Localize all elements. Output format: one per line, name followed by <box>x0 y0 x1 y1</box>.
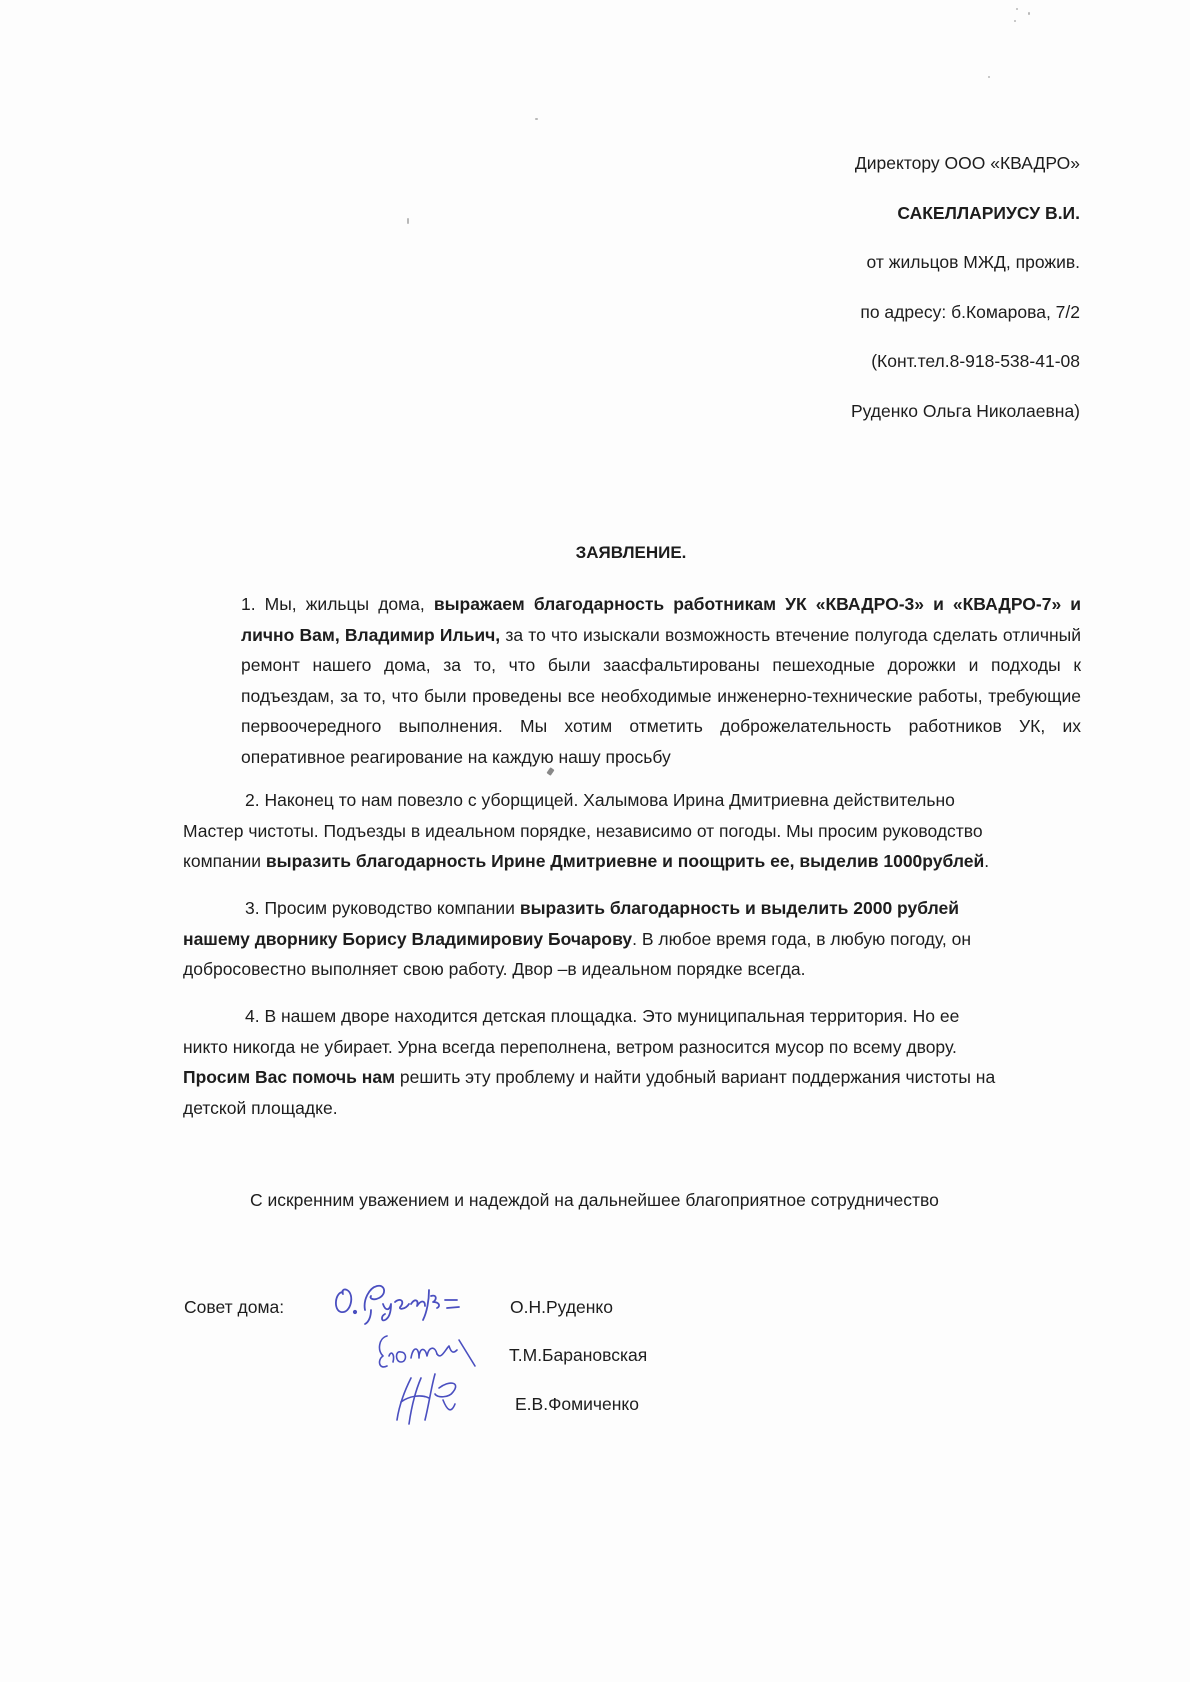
paragraph-1 <box>183 589 1081 772</box>
paragraph-4-line-3-bold: Просим Вас помочь нам <box>183 1067 396 1087</box>
paragraph-3-line-3: добросовестно выполняет свою работу. Двор –в идеальном порядке всегда. <box>183 959 806 979</box>
paragraph-4 <box>183 1001 1083 1123</box>
paragraph-1-bold: выражаем благодарность работникам УК «КВАДРО-3» и «КВАДРО-7» и лично Вам, Владимир Ильич, <box>241 594 1081 645</box>
contact-phone: (Конт.тел.8-918-538-41-08 <box>871 351 1080 371</box>
scan-speck <box>988 76 990 78</box>
paragraph-3-line-1-bold: выразить благодарность и выделить 2000 рублей <box>519 898 960 918</box>
addressee-position: Директору ООО «КВАДРО» <box>854 153 1080 173</box>
paragraph-4-line-1: 4. В нашем дворе находится детская площадка. Это муниципальная территория. Но ее <box>245 1006 960 1026</box>
signature-1 <box>336 1286 459 1324</box>
scan-speck <box>535 118 538 120</box>
signature-3 <box>397 1374 456 1424</box>
paragraph-4-line-2: никто никогда не убирает. Урна всегда переполнена, ветром разносится мусор по всему двору. <box>183 1036 957 1057</box>
paragraph-1-rest: за то что изыскали возможность втечение полугода сделать отличный ремонт нашего дома, за то, что были заасфальтированы пешеходные дорожки и подходы к подъездам, за то, что были проведены все необходимые инженерно-технические работы, требующие первоочередного выполнения. Мы хотим отметить доброжелательность работников УК, их оперативное реагирование на каждую нашу просьбу <box>241 624 1081 767</box>
paragraph-3 <box>183 893 1083 985</box>
council-member-name: Т.М.Барановская <box>509 1345 648 1365</box>
paragraph-2-line-1: 2. Наконец то нам повезло с уборщицей. Халымова Ирина Дмитриевна действительно <box>245 790 955 810</box>
council-member-name: Е.В.Фомиченко <box>515 1394 640 1414</box>
paragraph-3-line-1-start: 3. Просим руководство компании <box>245 898 520 918</box>
contact-person: Руденко Ольга Николаевна) <box>850 400 1080 421</box>
paragraph-1-start: 1. Мы, жильцы дома, <box>241 594 434 614</box>
scan-speck <box>1016 8 1018 10</box>
scan-speck <box>1014 20 1016 22</box>
paragraph-4-line-3-rest: решить эту проблему и найти удобный вариант поддержания чистоты на <box>395 1067 996 1087</box>
sender-line: от жильцов МЖД, прожив. <box>866 252 1080 272</box>
addressee-block <box>660 148 1080 445</box>
handwritten-signatures <box>325 1270 525 1450</box>
sender-address: по адресу: б.Комарова, 7/2 <box>860 301 1080 322</box>
paragraph-2-line-3-start: компании <box>183 851 266 871</box>
council-label: Совет дома: <box>184 1297 285 1317</box>
addressee-name: САКЕЛЛАРИУСУ В.И. <box>897 202 1080 223</box>
signature-2 <box>380 1336 475 1367</box>
scan-speck <box>407 218 409 224</box>
paragraph-4-line-4: детской площадке. <box>183 1097 338 1118</box>
paragraph-2-line-3-end: . <box>984 851 990 871</box>
closing-line: С искренним уважением и надеждой на дальнейшее благоприятное сотрудничество <box>250 1190 939 1210</box>
paragraph-3-line-2-rest: . В любое время года, в любую погоду, он <box>632 928 972 949</box>
document-title: ЗАЯВЛЕНИЕ. <box>575 543 687 562</box>
council-member-name: О.Н.Руденко <box>510 1297 614 1317</box>
paragraph-2-line-3-bold: выразить благодарность Ирине Дмитриевне и поощрить ее, выделив 1000рублей <box>265 851 985 871</box>
paragraph-2-line-2: Мастер чистоты. Подъезды в идеальном порядке, независимо от погоды. Мы просим руководство <box>183 820 983 841</box>
paragraph-2 <box>183 785 1083 877</box>
paragraph-3-line-2-bold: нашему дворнику Борису Владимировиу Бочарову <box>183 928 633 949</box>
scan-speck <box>1028 12 1030 15</box>
